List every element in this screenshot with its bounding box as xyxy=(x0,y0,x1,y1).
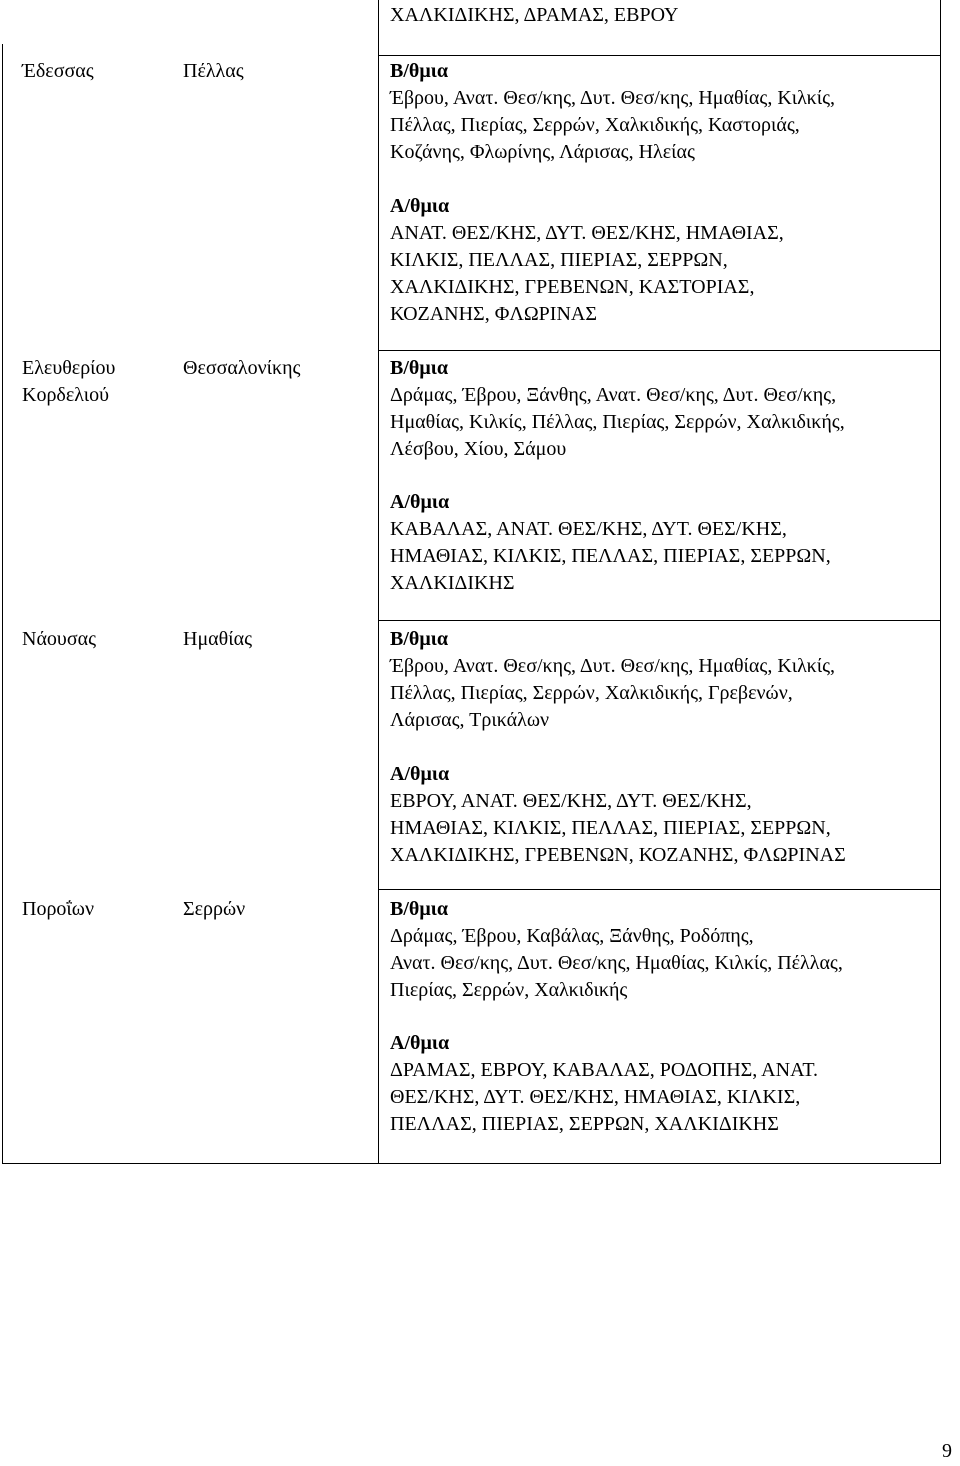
secondary-text: Έβρου, Ανατ. Θεσ/κης, Δυτ. Θεσ/κης, Ημαθίας, Κιλκίς, Πέλλας, Πιερίας, Σερρών, Χαλκιδικής, Γρεβενών, Λάρισας, Τρικάλων xyxy=(390,655,836,731)
row-divider xyxy=(378,620,941,621)
secondary-label: Β/θμια xyxy=(390,898,449,920)
primary-label: Α/θμια xyxy=(390,491,450,513)
school-name: Νάουσας xyxy=(22,628,97,650)
table-border-right xyxy=(940,0,941,1164)
primary-label: Α/θμια xyxy=(390,195,450,217)
primary-areas xyxy=(390,193,935,328)
continued-text: ΧΑΛΚΙΔΙΚΗΣ, ΔΡΑΜΑΣ, ΕΒΡΟΥ xyxy=(390,4,679,26)
primary-areas xyxy=(390,489,935,597)
prefecture-name: Πέλλας xyxy=(183,60,244,82)
primary-areas xyxy=(390,1030,935,1138)
primary-text: ΑΝΑΤ. ΘΕΣ/ΚΗΣ, ΔΥΤ. ΘΕΣ/ΚΗΣ, ΗΜΑΘΙΑΣ, ΚΙΛΚΙΣ, ΠΕΛΛΑΣ, ΠΙΕΡΙΑΣ, ΣΕΡΡΩΝ, ΧΑΛΚΙΔΙΚΗΣ, ΓΡΕΒΕΝΩΝ, ΚΑΣΤΟΡΙΑΣ, ΚΟΖΑΝΗΣ, ΦΛΩΡΙΝΑΣ xyxy=(390,222,784,325)
school-name: Ελευθερίου Κορδελιού xyxy=(22,357,116,406)
secondary-label: Β/θμια xyxy=(390,357,449,379)
prefecture-name: Ημαθίας xyxy=(183,628,253,650)
secondary-text: Δράμας, Έβρου, Καβάλας, Ξάνθης, Ροδόπης, Ανατ. Θεσ/κης, Δυτ. Θεσ/κης, Ημαθίας, Κιλκίς, Πέλλας, Πιερίας, Σερρών, Χαλκιδικής xyxy=(390,925,843,1001)
primary-label: Α/θμια xyxy=(390,1032,450,1054)
secondary-label: Β/θμια xyxy=(390,628,449,650)
primary-text: ΚΑΒΑΛΑΣ, ΑΝΑΤ. ΘΕΣ/ΚΗΣ, ΔΥΤ. ΘΕΣ/ΚΗΣ, ΗΜΑΘΙΑΣ, ΚΙΛΚΙΣ, ΠΕΛΛΑΣ, ΠΙΕΡΙΑΣ, ΣΕΡΡΩΝ, ΧΑΛΚΙΔΙΚΗΣ xyxy=(390,518,831,594)
secondary-areas xyxy=(390,58,935,166)
primary-areas xyxy=(390,761,935,869)
row-divider xyxy=(378,889,941,890)
table-border-bottom xyxy=(2,1163,941,1164)
primary-text: ΕΒΡΟΥ, ΑΝΑΤ. ΘΕΣ/ΚΗΣ, ΔΥΤ. ΘΕΣ/ΚΗΣ, ΗΜΑΘΙΑΣ, ΚΙΛΚΙΣ, ΠΕΛΛΑΣ, ΠΙΕΡΙΑΣ, ΣΕΡΡΩΝ, ΧΑΛΚΙΔΙΚΗΣ, ΓΡΕΒΕΝΩΝ, ΚΟΖΑΝΗΣ, ΦΛΩΡΙΝΑΣ xyxy=(390,790,846,866)
prefecture-name: Σερρών xyxy=(183,898,246,920)
secondary-areas xyxy=(390,896,935,1004)
secondary-text: Δράμας, Έβρου, Ξάνθης, Ανατ. Θεσ/κης, Δυτ. Θεσ/κης, Ημαθίας, Κιλκίς, Πέλλας, Πιερίας, Σερρών, Χαλκιδικής, Λέσβου, Χίου, Σάμου xyxy=(390,384,845,460)
school-name: Ποροΐων xyxy=(22,898,95,920)
row-divider xyxy=(378,55,941,56)
secondary-areas xyxy=(390,626,935,734)
secondary-text: Έβρου, Ανατ. Θεσ/κης, Δυτ. Θεσ/κης, Ημαθίας, Κιλκίς, Πέλλας, Πιερίας, Σερρών, Χαλκιδικής, Καστοριάς, Κοζάνης, Φλωρίνης, Λάρισας, Ηλείας xyxy=(390,87,836,163)
table-border-left xyxy=(2,44,3,1164)
prefecture-name: Θεσσαλονίκης xyxy=(183,357,301,379)
primary-label: Α/θμια xyxy=(390,763,450,785)
secondary-label: Β/θμια xyxy=(390,60,449,82)
secondary-areas xyxy=(390,355,935,463)
row-divider xyxy=(378,350,941,351)
column-divider xyxy=(378,0,379,1164)
page-number: 9 xyxy=(942,1440,952,1462)
primary-text: ΔΡΑΜΑΣ, ΕΒΡΟΥ, ΚΑΒΑΛΑΣ, ΡΟΔΟΠΗΣ, ΑΝΑΤ. ΘΕΣ/ΚΗΣ, ΔΥΤ. ΘΕΣ/ΚΗΣ, ΗΜΑΘΙΑΣ, ΚΙΛΚΙΣ, ΠΕΛΛΑΣ, ΠΙΕΡΙΑΣ, ΣΕΡΡΩΝ, ΧΑΛΚΙΔΙΚΗΣ xyxy=(390,1059,819,1135)
school-name: Έδεσσας xyxy=(22,60,94,82)
